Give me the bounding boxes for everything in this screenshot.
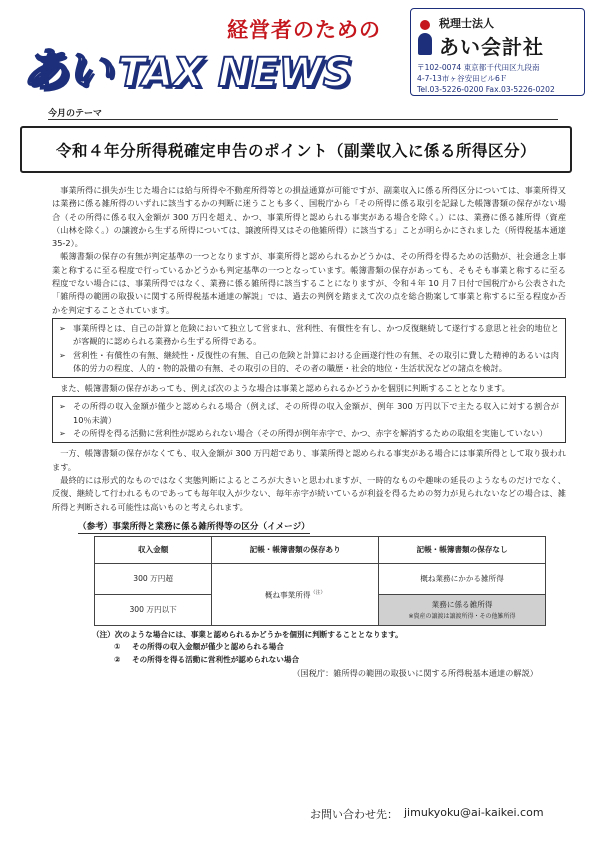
income-classification-table [94,536,546,626]
company-address [417,62,578,95]
table-cell-misc-income [379,594,546,625]
source-citation: （国税庁：雑所得の範囲の取扱いに関する所得税基本通達の解説） [292,668,538,679]
masthead-logo [22,34,352,98]
company-name: あい会計社 [439,35,544,59]
company-info-box [410,8,585,96]
paragraph: また、帳簿書類の保存があっても、例えば次のような場合は事業と認められるかどうかを個別に判断することとなります。 [60,383,510,394]
table-cell: 概ね業務にかかる雑所得 [379,563,546,594]
header [0,0,595,100]
note-heading: （注）次のような場合には、事業と認められるかどうかを個別に判断することとなります。 [92,629,403,639]
list-item-text: 事業所得とは、自己の計算と危険において独立して営まれ、営利性、有償性を有し、かつ反復継続して遂行する意思と社会的地位とが客観的に認められる業務から生ずる所得である。 [73,322,559,347]
article-title: 令和４年分所得税確定申告のポイント（副業収入に係る所得区分） [55,141,536,160]
contact-email-link[interactable]: jimukyoku@ai-kaikei.com [404,806,544,819]
address-line: 〒102-0074 東京都千代田区九段南 [417,63,540,72]
footer-contact [310,806,544,822]
contact-label: お問い合わせ先： [310,808,398,821]
arrow-bullet-icon: ➢ [59,350,66,360]
note-marker: （注） [310,589,326,596]
arrow-bullet-icon: ➢ [59,323,66,333]
cell-text: 業務に係る雑所得 [431,600,493,610]
list-item-text: その所得を得る活動に営利性が認められない場合（その所得が例年赤字で、かつ、赤字を解消するための取組を実施していない） [73,428,548,439]
table-row [95,563,546,594]
masthead-brand-news: TAX NEWS [118,50,352,96]
note-item [114,654,566,667]
criteria-box [52,318,566,378]
cell-subtext: ※資産の譲渡は譲渡所得・その他雑所得 [408,613,516,621]
table-notes [92,629,566,667]
note-number: ② [114,654,121,664]
paragraph: 帳簿書類の保存の有無が判定基準の一つとなりますが、事業所得と認められるかどうかは、その所得を得るための活動が、社会通念上事業と称するに至る程度で行っているかどうかも判定基準の一つとなっています。帳簿書類の保存があっても、そもそも事業と称するに至る程度でない場合には、事業所得ではなく、業務に係る雑所得に該当することになりますが、令和４年 10 月７日付で国税庁から公表された「雑所得の範囲の取扱いに関する所得税基本通達の解説」では、過去の判例を踏まえて次の点を総合勘案して事業と称するに至る程度か否かを判定することされています。 [52,251,566,315]
note-item [114,641,566,654]
reference-table-title: （参考）事業所得と業務に係る雑所得等の区分（イメージ） [78,521,310,532]
company-kind: 税理士法人 [439,17,494,30]
table-header-row [95,536,546,563]
table-cell: 300 万円超 [95,563,212,594]
note-text: その所得の収入金額が僅少と認められる場合 [132,642,284,652]
list-item [59,400,559,427]
note-number: ① [114,642,121,652]
arrow-bullet-icon: ➢ [59,429,66,439]
address-line: 4-7-13市ヶ谷安田ビル6Ｆ [417,74,508,83]
contact-line: Tel.03-5226-0200 Fax.03-5226-0202 [417,85,555,94]
table-header-cell: 記帳・帳簿書類の保存あり [212,536,379,563]
theme-label: 今月のテーマ [48,109,103,119]
note-text: その所得を得る活動に営利性が認められない場合 [132,654,300,664]
arrow-bullet-icon: ➢ [59,402,66,412]
paragraph: 最終的には形式的なものではなく実態判断によるところが大きいと思われますが、一時的なものや趣味の延長のようなものだけでなく、反復、継続して行われるものであっても毎年収入が少ない、毎年赤字が続いているが利益を得るための努力が見られないなどの場合は、雑所得と判断される可能性は高いものと考えられます。 [52,474,566,512]
list-item-text: 営利性・有償性の有無、継続性・反復性の有無、自己の危険と計算における企画遂行性の有無、その取引に費した精神的あるいは肉体的労力の程度、人的・物的設備の有無、その取引の目的、その者の職歴・社会的地位・生活状況などの諸点を検討。 [73,349,559,373]
list-item [59,322,559,349]
paragraph: 事業所得に損失が生じた場合には給与所得や不動産所得等との損益通算が可能ですが、副業収入に係る所得区分については、事業所得又は業務に係る雑所得のいずれに該当するかの判断に迷うことも多く、国税庁から「その所得に係る取引を記録した帳簿書類の保存がない場合（その所得に係る収入金額が 300 万円を超え、かつ、事業所得と認められる事実がある場合を除く。）には、業務に係る雑所得（資産（山林を除く。）の譲渡から生ずる所得については、譲渡所得又はその他雑所得）に該当する」ことが明らかにされました（所得税基本通達 35-2）。 [52,185,566,249]
company-logo-icon [417,20,433,56]
article-body [52,184,566,679]
table-header-cell: 収入金額 [95,536,212,563]
newsletter-masthead [22,10,402,96]
examples-box [52,396,566,443]
list-item [59,349,559,376]
divider [48,119,558,120]
list-item-text: その所得の収入金額が僅少と認められる場合（例えば、その所得の収入金額が、例年 300 万円以下で主たる収入に対する割合が 10％未満） [73,401,559,425]
article-title-box [20,126,572,173]
cell-text: 概ね事業所得 [264,590,311,600]
table-header-cell: 記帳・帳簿書類の保存なし [379,536,546,563]
masthead-tagline: 経営者のための [227,18,381,42]
table-cell: 300 万円以下 [95,594,212,625]
table-cell-business-income [212,563,379,625]
masthead-brand-ai: あい [22,43,110,97]
paragraph: 一方、帳簿書類の保存がなくても、収入金額が 300 万円超であり、事業所得と認められる事実がある場合には事業所得として取り扱われます。 [52,448,566,472]
list-item [59,427,559,440]
